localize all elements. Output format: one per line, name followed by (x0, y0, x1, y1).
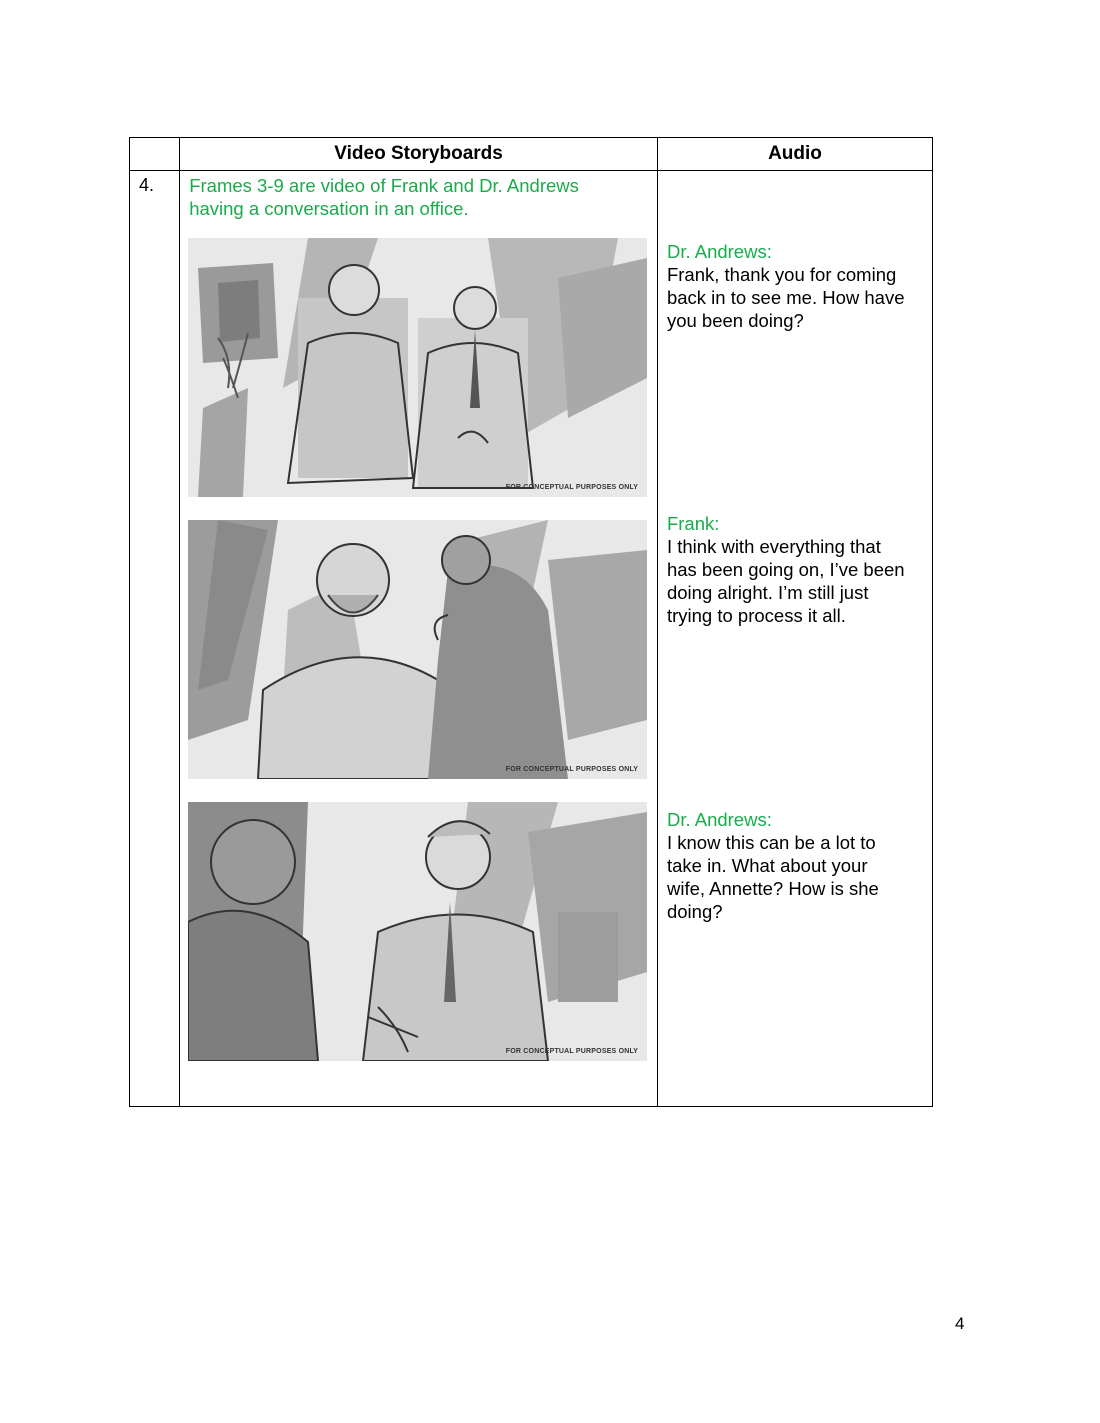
frame-3-watermark: FOR CONCEPTUAL PURPOSES ONLY (505, 1048, 639, 1055)
video-description (189, 174, 639, 220)
storyboard-table (129, 137, 933, 1107)
video-description-line-2: having a conversation in an office. (189, 198, 469, 219)
video-description-line-1: Frames 3-9 are video of Frank and Dr. Andrews (189, 175, 579, 196)
header-video: Video Storyboards (180, 138, 658, 171)
sketch-doctor-at-desk (188, 802, 647, 1061)
table-row (130, 171, 933, 1107)
dialogue-block-2 (667, 512, 929, 627)
dialogue-line: back in to see me. How have (666, 287, 905, 308)
speaker-label: Dr. Andrews: (666, 241, 772, 262)
header-audio: Audio (657, 138, 932, 171)
page-number: 4 (955, 1314, 965, 1333)
storyboard-frame-2 (188, 520, 647, 779)
sketch-frank-and-doctor-standing (188, 238, 647, 497)
dialogue-line: I know this can be a lot to (666, 832, 876, 853)
dialogue-line: has been going on, I’ve been (666, 559, 905, 580)
dialogue-line: doing? (666, 901, 723, 922)
row-number: 4. (130, 171, 180, 1107)
dialogue-line: wife, Annette? How is she (666, 878, 879, 899)
video-cell (180, 171, 658, 1107)
dialogue-line: take in. What about your (666, 855, 868, 876)
frame-1-watermark: FOR CONCEPTUAL PURPOSES ONLY (505, 484, 639, 491)
dialogue-line: you been doing? (666, 310, 804, 331)
frame-2-watermark: FOR CONCEPTUAL PURPOSES ONLY (505, 766, 639, 773)
sketch-frank-talking (188, 520, 647, 779)
dialogue-line: I think with everything that (666, 536, 881, 557)
dialogue-line: doing alright. I’m still just (666, 582, 869, 603)
speaker-label: Dr. Andrews: (666, 809, 772, 830)
header-number (130, 138, 180, 171)
dialogue-block-3 (667, 808, 929, 923)
dialogue-block-1 (667, 240, 929, 332)
storyboard-frame-1 (188, 238, 647, 497)
header-row (130, 138, 933, 171)
dialogue-line: trying to process it all. (666, 605, 846, 626)
audio-cell (657, 171, 932, 1107)
dialogue-line: Frank, thank you for coming (666, 264, 897, 285)
storyboard-frame-3 (188, 802, 647, 1061)
speaker-label: Frank: (666, 513, 720, 534)
